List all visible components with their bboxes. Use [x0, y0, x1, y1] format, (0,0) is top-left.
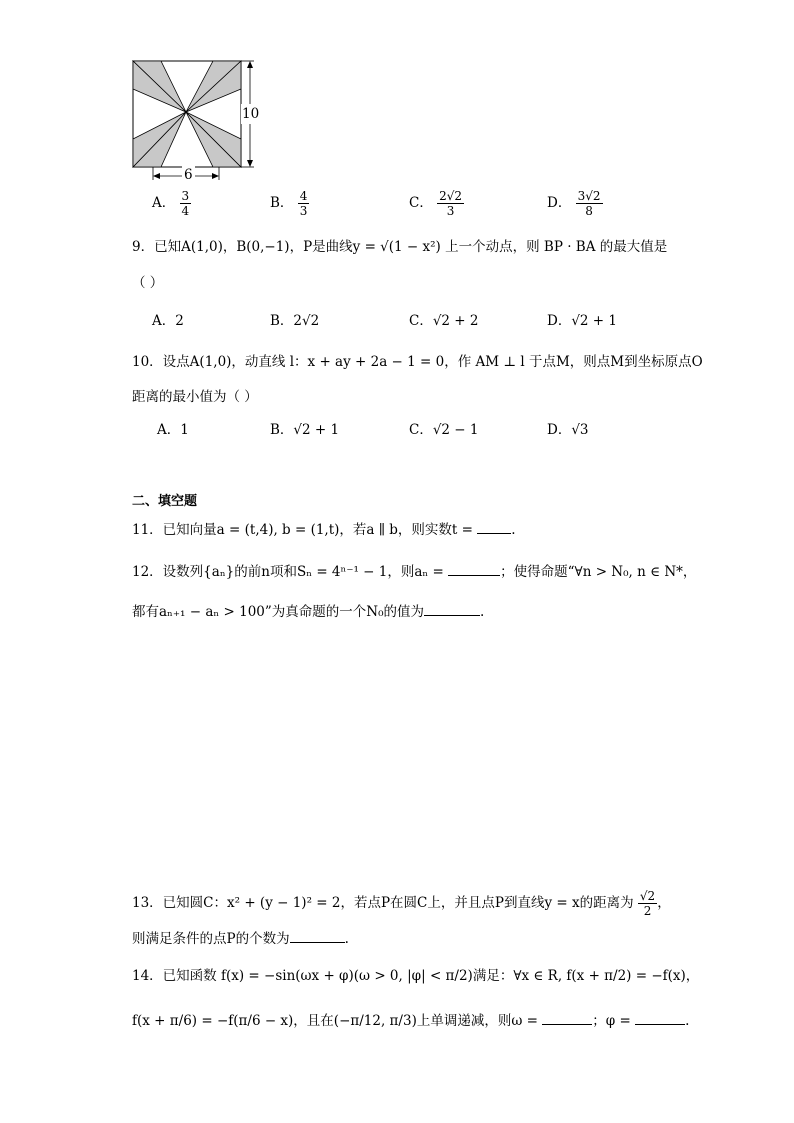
section-title-fill-in: 二、填空题 — [132, 494, 198, 509]
q12-answer-blank-1[interactable] — [448, 561, 500, 576]
q12-stem-part-3: 都有aₙ₊₁ − aₙ > 100”为真命题的一个N₀的值为 — [132, 604, 424, 620]
q11-stem: 11．已知向量a = (t,4), b = (1,t)，若a ∥ b，则实数t = — [132, 522, 478, 538]
q8-option-b-label: B． — [270, 195, 294, 211]
q8-option-a-label: A． — [152, 195, 176, 211]
q12-answer-blank-2[interactable] — [424, 601, 480, 616]
q14-stem-part-1: 14．已知函数 f(x) = −sin(ωx + φ)(ω > 0, |φ| < π/2)满足：∀x ∈ R, f(x + π/2) = −f(x)， — [132, 968, 700, 984]
q10-option-d[interactable]: D．√3 — [547, 422, 589, 438]
q10-option-a[interactable]: A．1 — [157, 422, 189, 438]
q14-answer-blank-phi[interactable] — [635, 1010, 685, 1025]
q10-stem-line-1: 10．设点A(1,0)，动直线 l：x + ay + 2a − 1 = 0，作 AM ⊥ l 于点M，则点M到坐标原点O — [132, 354, 703, 370]
q8-option-b-fraction: $\frac{4}{3}$ — [299, 189, 308, 218]
q9-option-b[interactable]: B．2√2 — [270, 313, 320, 329]
q13-line-2: 则满足条件的点P的个数为 . — [132, 928, 349, 949]
q9-answer-paren: （ ） — [132, 275, 164, 291]
q8-option-d-fraction: $\frac{3√2}{8}$ — [577, 189, 601, 218]
figure-square — [133, 61, 241, 167]
q8-option-a-fraction: $\frac{3}{4}$ — [181, 189, 190, 218]
q13-stem-part-1: 13．已知圆C：x² + (y − 1)² = 2，若点P在圆C上，并且点P到直线y = x的距离为 — [132, 895, 634, 911]
figure-height-label: 10 — [242, 106, 260, 122]
q14-stem-part-3: ；φ = — [592, 1013, 636, 1029]
q13-stem-part-2: 则满足条件的点P的个数为 — [132, 931, 290, 947]
q8-option-a[interactable] — [152, 189, 191, 218]
q12-line-1 — [132, 561, 696, 582]
q14-line-1 — [132, 966, 699, 986]
q10-option-c[interactable]: C．√2 − 1 — [409, 422, 479, 438]
q10-option-b[interactable]: B．√2 + 1 — [270, 422, 340, 438]
q14-stem-part-2: f(x + π/6) = −f(π/6 − x)，且在(−π/12, π/3)上单调递减，则ω = — [132, 1013, 543, 1029]
q8-option-b[interactable] — [270, 189, 309, 218]
q13-distance-fraction: $\frac{√2}{2}$ — [639, 889, 656, 918]
q14-line-2: f(x + π/6) = −f(π/6 − x)，且在(−π/12, π/3)上单调递减，则ω = ；φ = . — [132, 1010, 689, 1031]
q11-answer-blank[interactable] — [477, 519, 511, 534]
q12-stem-part-2: ；使得命题“∀n > N₀, n ∈ N*， — [500, 564, 697, 580]
figure-width-label: 6 — [184, 167, 193, 183]
q13-line-1: 13．已知圆C：x² + (y − 1)² = 2，若点P在圆C上，并且点P到直线y = x的距离为 $\frac{√2}{2}$ ， — [132, 889, 671, 918]
q13-answer-blank[interactable] — [290, 928, 345, 943]
q8-option-c-label: C． — [409, 195, 433, 211]
q11-line: 11．已知向量a = (t,4), b = (1,t)，若a ∥ b，则实数t = . — [132, 519, 516, 540]
q8-option-d-label: D． — [547, 195, 572, 211]
q8-option-c[interactable] — [409, 189, 464, 218]
q9-option-d[interactable]: D．√2 + 1 — [547, 313, 617, 329]
q10-stem-line-2: 距离的最小值为（ ） — [132, 389, 258, 405]
q9-stem: 9．已知A(1,0)，B(0,−1)，P是曲线y = √(1 − x²) 上一个动点，则 BP · BA 的最大值是 — [132, 239, 668, 255]
q14-answer-blank-omega[interactable] — [542, 1010, 592, 1025]
q12-stem-part-1: 12．设数列{aₙ}的前n项和Sₙ = 4ⁿ⁻¹ − 1，则aₙ = — [132, 564, 449, 580]
q12-line-2: 都有aₙ₊₁ − aₙ > 100”为真命题的一个N₀的值为 . — [132, 601, 484, 622]
q9-option-a[interactable]: A．2 — [152, 313, 184, 329]
q8-option-d[interactable] — [547, 189, 603, 218]
q9-option-c[interactable]: C．√2 + 2 — [409, 313, 479, 329]
q8-option-c-fraction: $\frac{2√2}{3}$ — [439, 189, 463, 218]
